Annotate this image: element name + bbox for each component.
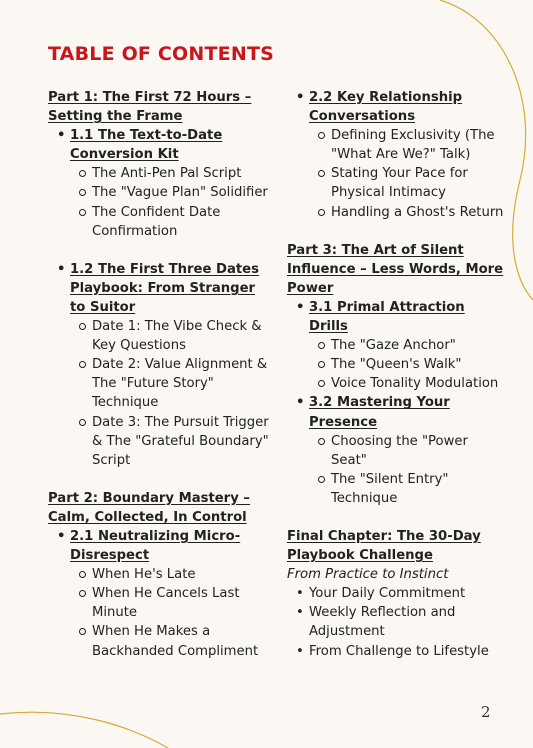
page-number: 2 [481, 703, 491, 721]
list-item: Voice Tonality Modulation [309, 374, 507, 393]
final-chapter-subtitle: From Practice to Instinct [287, 567, 449, 583]
list-item: The "Vague Plan" Solidifier [70, 183, 273, 202]
part-3-heading[interactable]: Part 3: The Art of Silent Influence – Less Words, More Power [287, 242, 504, 296]
section-3-1 [287, 298, 507, 393]
section-1-2-title[interactable]: 1.2 The First Three Dates Playbook: From Stranger to Suitor [70, 261, 259, 315]
list-item: Date 1: The Vibe Check & Key Questions [70, 317, 273, 355]
list-item: The "Queen's Walk" [309, 355, 507, 374]
final-chapter-heading[interactable]: Final Chapter: The 30-Day Playbook Challenge [287, 528, 481, 564]
list-item: • Weekly Reflection and Adjustment [287, 603, 507, 641]
list-item: Date 3: The Pursuit Trigger & The "Grateful Boundary" Script [70, 413, 273, 470]
part-2-heading[interactable]: Part 2: Boundary Mastery – Calm, Collected, In Control [48, 490, 250, 525]
section-2-2 [287, 88, 507, 222]
part-1-heading[interactable]: Part 1: The First 72 Hours – Setting the Frame [48, 90, 252, 125]
section-3-1-title[interactable]: 3.1 Primal Attraction Drills [309, 299, 465, 335]
list-item: The Anti-Pen Pal Script [70, 164, 273, 183]
list-item: The Confident Date Confirmation [70, 203, 273, 241]
section-2-2-title[interactable]: 2.2 Key Relationship Conversations [309, 90, 463, 125]
page-title: TABLE OF CONTENTS [48, 43, 275, 65]
bottom-left-curve [0, 712, 168, 748]
list-item: The "Silent Entry" Technique [309, 470, 507, 508]
section-1-1-title[interactable]: 1.1 The Text-to-Date Conversion Kit [70, 128, 223, 163]
list-item: When He's Late [70, 565, 273, 584]
section-2-1-title[interactable]: 2.1 Neutralizing Micro-Disrespect [70, 528, 241, 564]
list-item: When He Makes a Backhanded Compliment [70, 622, 273, 660]
list-item: Stating Your Pace for Physical Intimacy [309, 164, 507, 202]
list-item: Date 2: Value Alignment & The "Future Story" Technique [70, 355, 273, 412]
left-column [48, 88, 273, 661]
list-item: • From Challenge to Lifestyle [287, 642, 507, 661]
list-item: When He Cancels Last Minute [70, 584, 273, 622]
section-3-2-title[interactable]: 3.2 Mastering Your Presence [309, 395, 450, 430]
section-1-2 [48, 260, 273, 470]
list-item: Choosing the "Power Seat" [309, 432, 507, 470]
section-1-1 [48, 126, 273, 241]
list-item: • Your Daily Commitment [287, 584, 507, 603]
list-item: Handling a Ghost's Return [309, 203, 507, 222]
list-item: The "Gaze Anchor" [309, 336, 507, 355]
section-3-2 [287, 393, 507, 508]
right-column [287, 88, 507, 661]
list-item: Defining Exclusivity (The "What Are We?" Talk) [309, 126, 507, 164]
section-2-1 [48, 527, 273, 661]
